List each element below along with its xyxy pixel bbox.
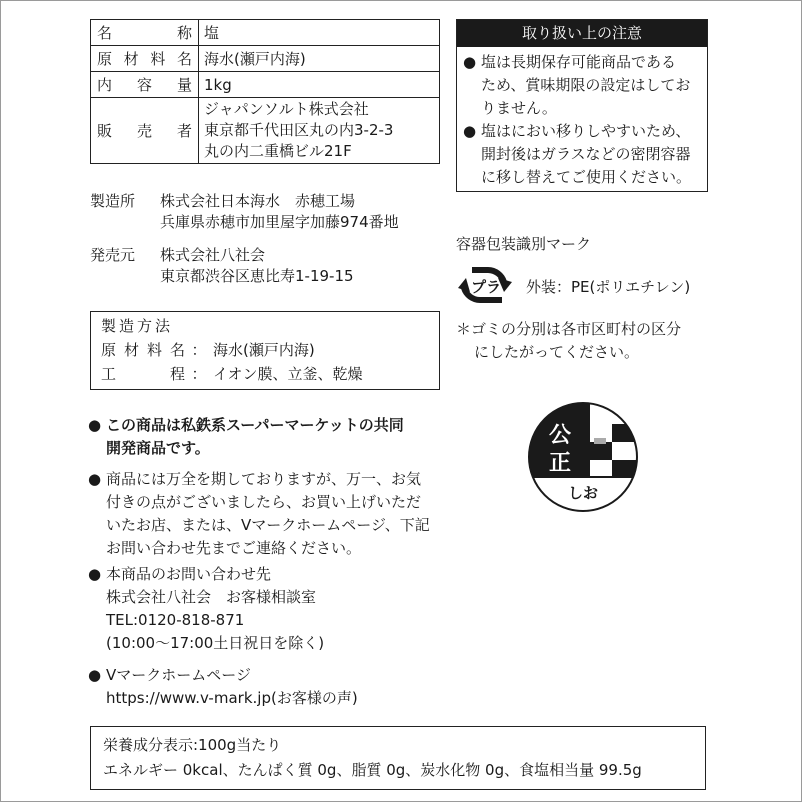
nutrition-title: 栄養成分表示:100g当たり (103, 736, 282, 754)
process-value: イオン膜、立釜、乾燥 (213, 365, 363, 383)
content-amount-label: 内 容 量 (91, 72, 199, 98)
contact-phone: TEL:0120-818-871 (106, 611, 245, 629)
manufacturer-block (90, 191, 399, 233)
distributor-line: 東京都渋谷区恵比寿1-19-15 (160, 267, 354, 285)
contact-hours: (10:00～17:00土日祝日を除く) (106, 634, 325, 652)
recycle-pla-icon (456, 262, 516, 312)
disposal-note: ＊ゴミの分別は各市区町村の区分 にしたがってください。 (456, 320, 682, 361)
nutrition-facts-box (90, 726, 706, 790)
ingredients-value: 海水(瀬戸内海) (199, 46, 440, 72)
content-amount-value: 1kg (199, 72, 440, 98)
distributor-label: 発売元 (90, 246, 136, 264)
quality-note: ● 商品には万全を期しておりますが、万一、お気 付きの点がございましたら、お買い上げいただ いたお店、または、Vマークホームページ、下記 お問い合わせ先までご連絡ください。 (88, 470, 430, 557)
name-value: 塩 (199, 20, 440, 46)
table-row (91, 46, 440, 72)
process-title: 製造方法 (101, 317, 174, 335)
handling-notice-box: 取り扱い上の注意 ● 塩は長期保存可能商品である ため、賞味期限の設定はしてお りません。 ● 塩はにおい移りしやすいため、 開封後はガラスなどの密閉容器 に移し替えてご使用ください。 (456, 19, 708, 192)
process-row: 原 材 料 名 ： 海水(瀬戸内海) (101, 338, 429, 362)
seal-char: 正 (548, 451, 572, 476)
seller-label: 販 売 者 (91, 98, 199, 164)
manufacturer-line: 株式会社日本海水 赤穂工場 (160, 192, 356, 210)
seal-char: 公 (548, 423, 572, 448)
manufacturing-process-box (90, 311, 440, 390)
contact-note: ● 本商品のお問い合わせ先 株式会社八社会 お客様相談室 TEL:0120-818-871 (10:00～17:00土日祝日を除く) (88, 563, 448, 655)
table-row (91, 20, 440, 46)
table-row (91, 72, 440, 98)
seal-bottom-text: しお (567, 484, 599, 502)
seller-value: ジャパンソルト株式会社 東京都千代田区丸の内3-2-3 丸の内二重橋ビル21F (199, 98, 440, 164)
distributor-line: 株式会社八社会 (160, 246, 266, 264)
table-row (91, 98, 440, 164)
process-row: 工 程 ： イオン膜、立釜、乾燥 (101, 362, 429, 386)
name-label: 名 称 (91, 20, 199, 46)
packaging-material: 外装：PE(ポリエチレン) (526, 278, 691, 296)
fair-trade-salt-seal (528, 402, 638, 512)
manufacturer-label: 製造所 (90, 192, 136, 210)
recycling-mark-title: 容器包装識別マーク (456, 235, 592, 253)
product-info-table (90, 19, 440, 164)
contact-company: 株式会社八社会 お客様相談室 (106, 588, 317, 606)
recycle-mark-label: プラ (470, 278, 502, 296)
handling-title: 取り扱い上の注意 (457, 20, 707, 47)
homepage-note: ● Vマークホームページ https://www.v-mark.jp(お客様の声) (88, 664, 448, 710)
process-value: 海水(瀬戸内海) (213, 341, 315, 359)
distributor-block (90, 245, 354, 287)
nutrition-values: エネルギー 0kcal、たんぱく質 0g、脂質 0g、炭水化物 0g、食塩相当量 99.5g (103, 761, 642, 779)
ingredients-label: 原 材 料 名 (91, 46, 199, 72)
homepage-url: https://www.v-mark.jp(お客様の声) (106, 689, 358, 707)
private-brand-note: ● この商品は私鉄系スーパーマーケットの共同 開発商品です。 (88, 416, 404, 457)
manufacturer-line: 兵庫県赤穂市加里屋字加藤974番地 (160, 213, 399, 231)
